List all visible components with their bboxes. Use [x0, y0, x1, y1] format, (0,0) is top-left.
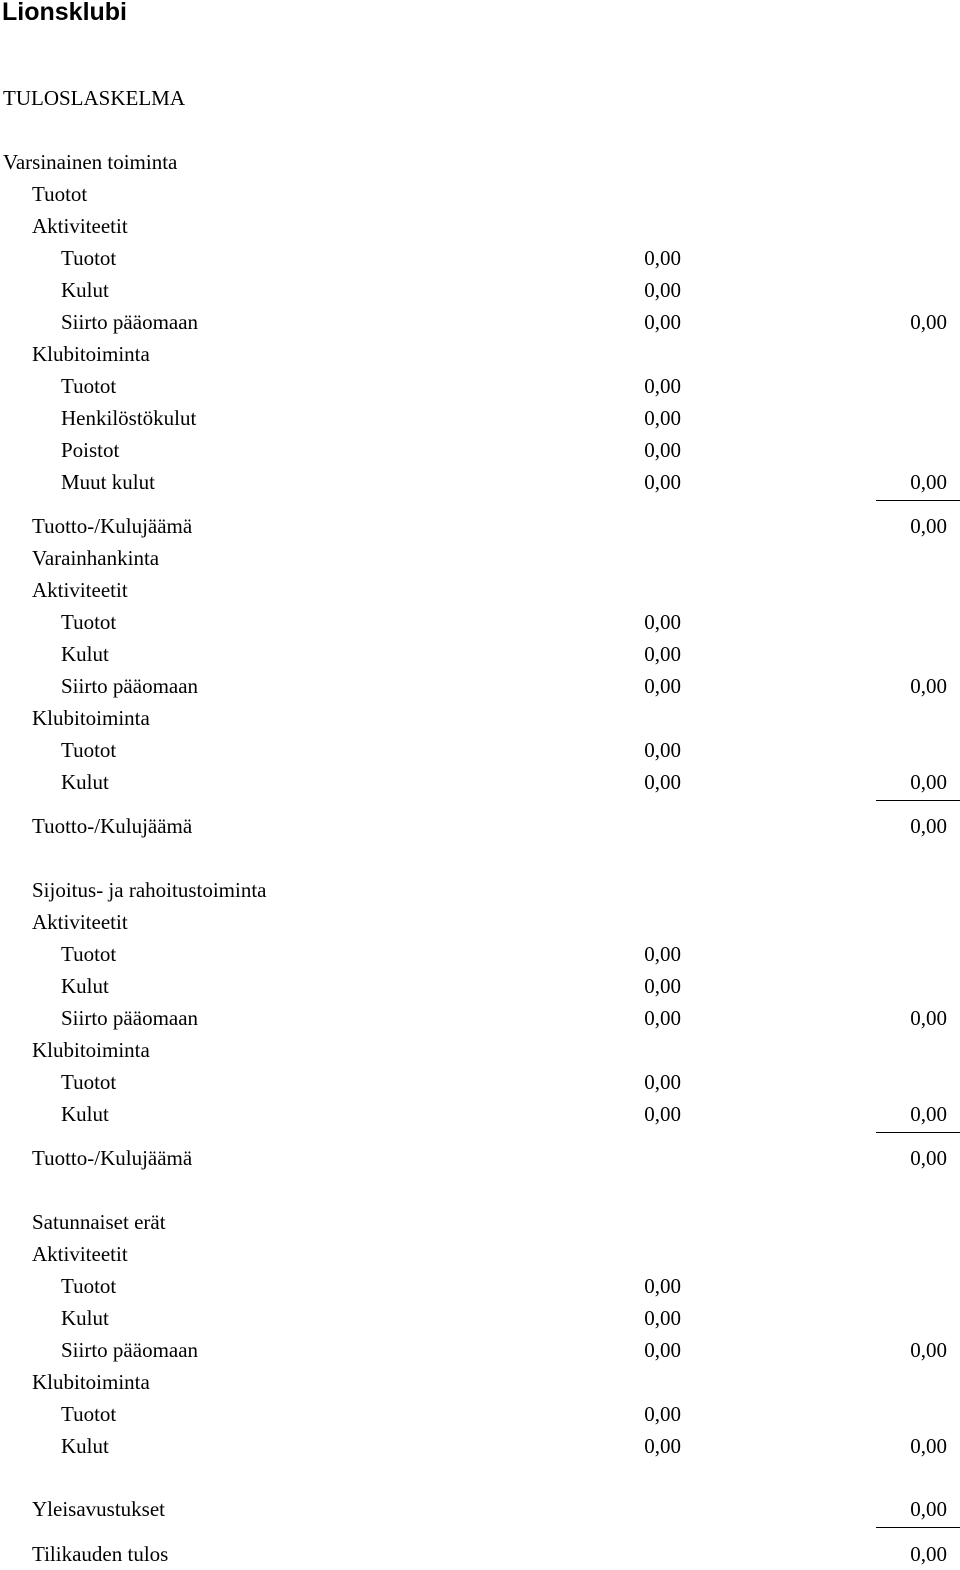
row-label: Aktiviteetit — [32, 1242, 128, 1266]
statement-heading: TULOSLASKELMA — [3, 86, 185, 110]
statement-row — [0, 510, 960, 542]
statement-row — [0, 938, 960, 970]
document-title: Lionsklubi — [2, 0, 127, 26]
row-label: Kulut — [61, 278, 109, 302]
row-subtotal-value: 0,00 — [644, 1070, 681, 1094]
row-label: Aktiviteetit — [32, 578, 128, 602]
sum-rule — [876, 800, 960, 801]
statement-row — [0, 1270, 960, 1302]
statement-row — [0, 370, 960, 402]
statement-row — [0, 1430, 960, 1462]
statement-row — [0, 670, 960, 702]
statement-row — [0, 1142, 960, 1174]
row-total-value: 0,00 — [910, 814, 947, 838]
statement-row — [0, 242, 960, 274]
statement-row — [0, 874, 960, 906]
row-label: Muut kulut — [61, 470, 155, 494]
row-label: Aktiviteetit — [32, 214, 128, 238]
statement-row — [0, 574, 960, 606]
row-subtotal-value: 0,00 — [644, 974, 681, 998]
statement-row — [0, 178, 960, 210]
statement-row — [0, 306, 960, 338]
row-label: Poistot — [61, 438, 120, 462]
row-subtotal-value: 0,00 — [644, 1102, 681, 1126]
row-label: Tuotot — [61, 610, 117, 634]
row-label: Siirto pääomaan — [61, 1006, 199, 1030]
row-label: Tuotto-/Kulujäämä — [32, 1146, 193, 1170]
row-subtotal-value: 0,00 — [644, 246, 681, 270]
statement-row — [0, 702, 960, 734]
row-subtotal-value: 0,00 — [644, 1338, 681, 1362]
row-label: Tuotot — [61, 374, 117, 398]
row-subtotal-value: 0,00 — [644, 770, 681, 794]
statement-row — [0, 734, 960, 766]
row-total-value: 0,00 — [910, 1102, 947, 1126]
statement-row — [0, 1238, 960, 1270]
statement-row — [0, 606, 960, 638]
row-subtotal-value: 0,00 — [644, 610, 681, 634]
row-label: Tuotot — [61, 1402, 117, 1426]
row-total-value: 0,00 — [910, 1146, 947, 1170]
statement-row — [0, 1098, 960, 1130]
statement-row — [0, 1398, 960, 1430]
row-label: Satunnaiset erät — [32, 1210, 166, 1234]
row-label: Siirto pääomaan — [61, 674, 199, 698]
row-total-value: 0,00 — [910, 1434, 947, 1458]
statement-row — [0, 338, 960, 370]
statement-row — [0, 466, 960, 498]
row-subtotal-value: 0,00 — [644, 1306, 681, 1330]
row-total-value: 0,00 — [910, 770, 947, 794]
statement-row — [0, 1206, 960, 1238]
row-total-value: 0,00 — [910, 1542, 947, 1566]
row-label: Tuotot — [61, 738, 117, 762]
row-subtotal-value: 0,00 — [644, 438, 681, 462]
statement-row — [0, 542, 960, 574]
statement-row — [0, 434, 960, 466]
statement-row — [0, 766, 960, 798]
row-label: Klubitoiminta — [32, 1038, 150, 1062]
row-subtotal-value: 0,00 — [644, 738, 681, 762]
statement-row — [0, 1493, 960, 1525]
row-subtotal-value: 0,00 — [644, 942, 681, 966]
statement-row — [0, 1366, 960, 1398]
statement-row — [0, 210, 960, 242]
row-label: Kulut — [61, 770, 109, 794]
row-label: Kulut — [61, 1306, 109, 1330]
row-subtotal-value: 0,00 — [644, 642, 681, 666]
row-label: Tuotot — [61, 1070, 117, 1094]
row-subtotal-value: 0,00 — [644, 470, 681, 494]
row-total-value: 0,00 — [910, 470, 947, 494]
row-total-value: 0,00 — [910, 1338, 947, 1362]
statement-row — [0, 274, 960, 306]
row-label: Varsinainen toiminta — [3, 150, 178, 174]
statement-row — [0, 638, 960, 670]
statement-row — [0, 402, 960, 434]
row-subtotal-value: 0,00 — [644, 674, 681, 698]
statement-row — [0, 1066, 960, 1098]
sum-rule — [876, 500, 960, 501]
row-label: Klubitoiminta — [32, 706, 150, 730]
row-label: Tuotot — [32, 182, 88, 206]
row-subtotal-value: 0,00 — [644, 278, 681, 302]
row-label: Kulut — [61, 642, 109, 666]
row-subtotal-value: 0,00 — [644, 310, 681, 334]
row-label: Siirto pääomaan — [61, 310, 199, 334]
row-subtotal-value: 0,00 — [644, 406, 681, 430]
sum-rule — [876, 1527, 960, 1528]
statement-row — [0, 1034, 960, 1066]
row-label: Tilikauden tulos — [32, 1542, 169, 1566]
statement-row — [0, 1334, 960, 1366]
statement-row — [0, 810, 960, 842]
row-label: Tuotto-/Kulujäämä — [32, 514, 193, 538]
row-total-value: 0,00 — [910, 310, 947, 334]
row-subtotal-value: 0,00 — [644, 1274, 681, 1298]
row-label: Klubitoiminta — [32, 1370, 150, 1394]
row-label: Yleisavustukset — [32, 1497, 165, 1521]
statement-row — [0, 146, 960, 178]
row-label: Siirto pääomaan — [61, 1338, 199, 1362]
row-label: Tuotot — [61, 942, 117, 966]
row-total-value: 0,00 — [910, 514, 947, 538]
row-label: Kulut — [61, 1434, 109, 1458]
row-label: Kulut — [61, 974, 109, 998]
row-label: Tuotot — [61, 246, 117, 270]
row-label: Aktiviteetit — [32, 910, 128, 934]
row-subtotal-value: 0,00 — [644, 1434, 681, 1458]
row-label: Kulut — [61, 1102, 109, 1126]
statement-row — [0, 1002, 960, 1034]
statement-row — [0, 1538, 960, 1570]
sum-rule — [876, 1132, 960, 1133]
row-subtotal-value: 0,00 — [644, 374, 681, 398]
row-subtotal-value: 0,00 — [644, 1006, 681, 1030]
row-label: Henkilöstökulut — [61, 406, 197, 430]
row-label: Varainhankinta — [32, 546, 160, 570]
row-label: Klubitoiminta — [32, 342, 150, 366]
statement-row — [0, 906, 960, 938]
row-total-value: 0,00 — [910, 1497, 947, 1521]
row-label: Sijoitus- ja rahoitustoiminta — [32, 878, 267, 902]
row-total-value: 0,00 — [910, 1006, 947, 1030]
row-label: Tuotto-/Kulujäämä — [32, 814, 193, 838]
row-subtotal-value: 0,00 — [644, 1402, 681, 1426]
statement-row — [0, 970, 960, 1002]
statement-row — [0, 1302, 960, 1334]
row-total-value: 0,00 — [910, 674, 947, 698]
row-label: Tuotot — [61, 1274, 117, 1298]
